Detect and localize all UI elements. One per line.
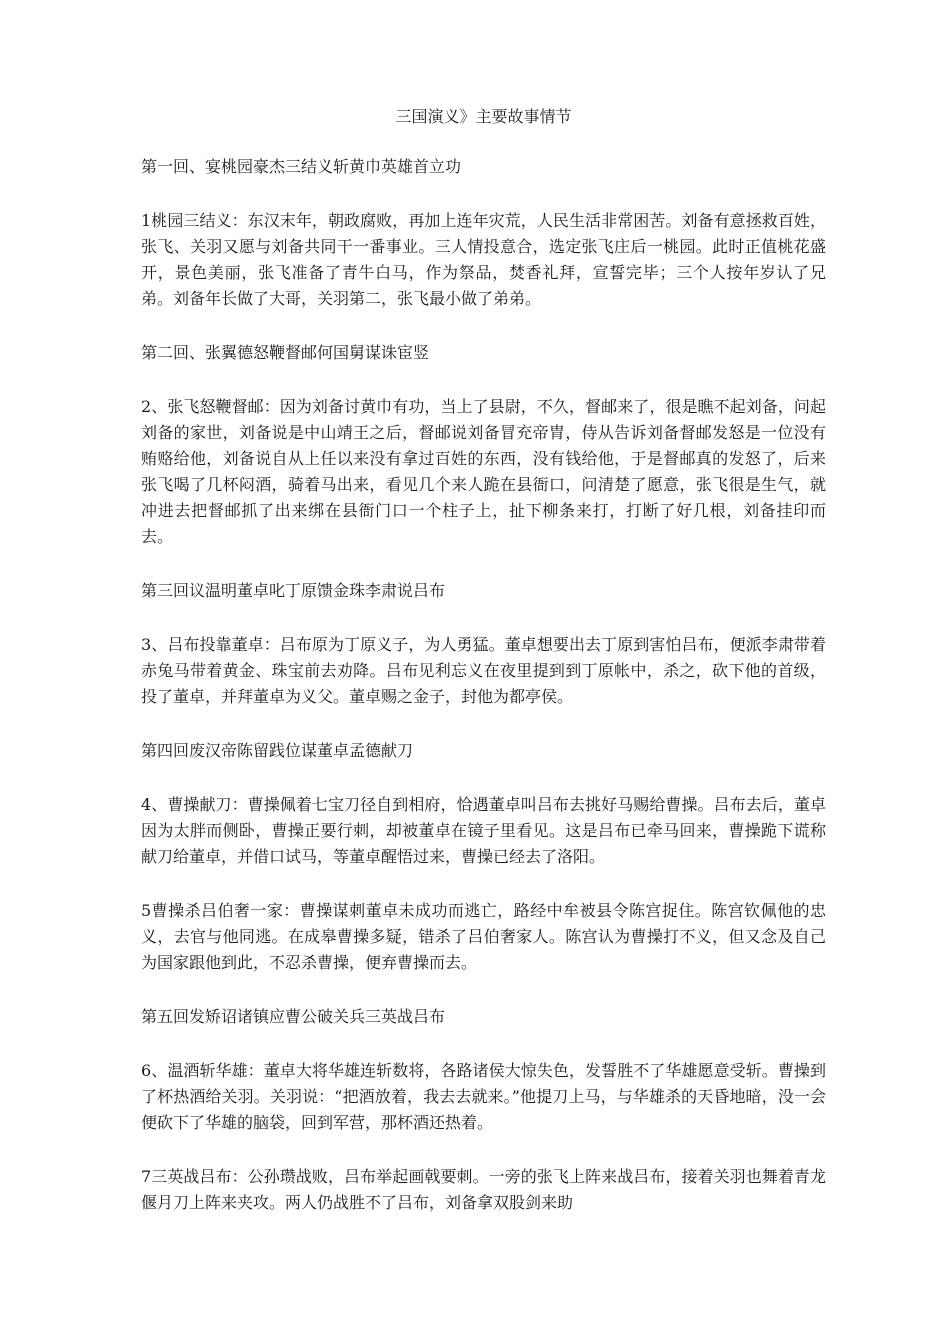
paragraph-4: 4、曹操献刀：曹操佩着七宝刀径自到相府，恰遇董卓叫吕布去挑好马赐给曹操。吕布去后，董卓因为太胖而侧卧，曹操正要行刺，却被董卓在镜子里看见。这是吕布已牵马回来，曹操跪下谎称献刀给董卓，并借口试马，等董卓醒悟过来，曹操已经去了洛阳。	[141, 795, 826, 866]
chapter-heading-3: 第三回议温明董卓叱丁原馈金珠李肃说吕布	[141, 581, 446, 600]
paragraph-2: 2、张飞怒鞭督邮：因为刘备讨黄巾有功，当上了县尉，不久，督邮来了，很是瞧不起刘备，问起刘备的家世，刘备说是中山靖王之后，督邮说刘备冒充帝胄，侍从告诉刘备督邮发怒是一位没有贿赂给他，刘备说自从上任以来没有拿过百姓的东西，没有钱给他，于是督邮真的发怒了，后来张飞喝了几杯闷酒，骑着马出来，看见几个来人跪在县衙口，问清楚了愿意，张飞很是生气，就冲进去把督邮抓了出来绑在县衙门口一个柱子上，扯下柳条来打，打断了好几根，刘备挂印而去。	[141, 397, 826, 546]
paragraph-1: 1桃园三结义：东汉末年，朝政腐败，再加上连年灾荒，人民生活非常困苦。刘备有意拯救百姓，张飞、关羽又愿与刘备共同干一番事业。三人情投意合，选定张飞庄后一桃园。此时正值桃花盛开，景色美丽，张飞准备了青牛白马，作为祭品，焚香礼拜，宣誓完毕；三个人按年岁认了兄弟。刘备年长做了大哥，关羽第二，张飞最小做了弟弟。	[141, 211, 826, 308]
chapter-heading-5: 第五回发矫诏诸镇应曹公破关兵三英战吕布	[141, 1007, 446, 1026]
chapter-heading-1: 第一回、宴桃园豪杰三结义斩黄巾英雄首立功	[141, 157, 462, 176]
paragraph-7: 7三英战吕布：公孙瓒战败，吕布举起画戟要刺。一旁的张飞上阵来战吕布，接着关羽也舞着青龙偃月刀上阵来夹攻。两人仍战胜不了吕布，刘备拿双股剑来助	[141, 1167, 826, 1212]
document-title: 三国演义》主要故事情节	[395, 107, 572, 126]
chapter-heading-4: 第四回废汉帝陈留践位谋董卓孟德献刀	[141, 741, 414, 760]
chapter-heading-2: 第二回、张翼德怒鞭督邮何国舅谋诛宦竖	[141, 343, 430, 362]
paragraph-3: 3、吕布投靠董卓：吕布原为丁原义子，为人勇猛。董卓想要出去丁原到害怕吕布，便派李肃带着赤兔马带着黄金、珠宝前去劝降。吕布见利忘义在夜里提到到丁原帐中，杀之，砍下他的首级，投了董卓，并拜董卓为义父。董卓赐之金子，封他为都亭侯。	[141, 635, 826, 706]
paragraph-6: 6、温酒斩华雄：董卓大将华雄连斩数将，各路诸侯大惊失色，发誓胜不了华雄愿意受斩。曹操到了杯热酒给关羽。关羽说：“把酒放着，我去去就来。”他提刀上马，与华雄杀的天昏地暗，没一会便砍下了华雄的脑袋，回到军营，那杯酒还热着。	[141, 1061, 826, 1132]
document-page	[141, 104, 826, 1244]
paragraph-5: 5曹操杀吕伯奢一家：曹操谋刺董卓未成功而逃亡，路经中牟被县令陈宫捉住。陈宫钦佩他的忠义，去官与他同逃。在成皋曹操多疑，错杀了吕伯奢家人。陈宫认为曹操打不义，但又念及自己为国家跟他到此，不忍杀曹操，便弃曹操而去。	[141, 901, 826, 972]
